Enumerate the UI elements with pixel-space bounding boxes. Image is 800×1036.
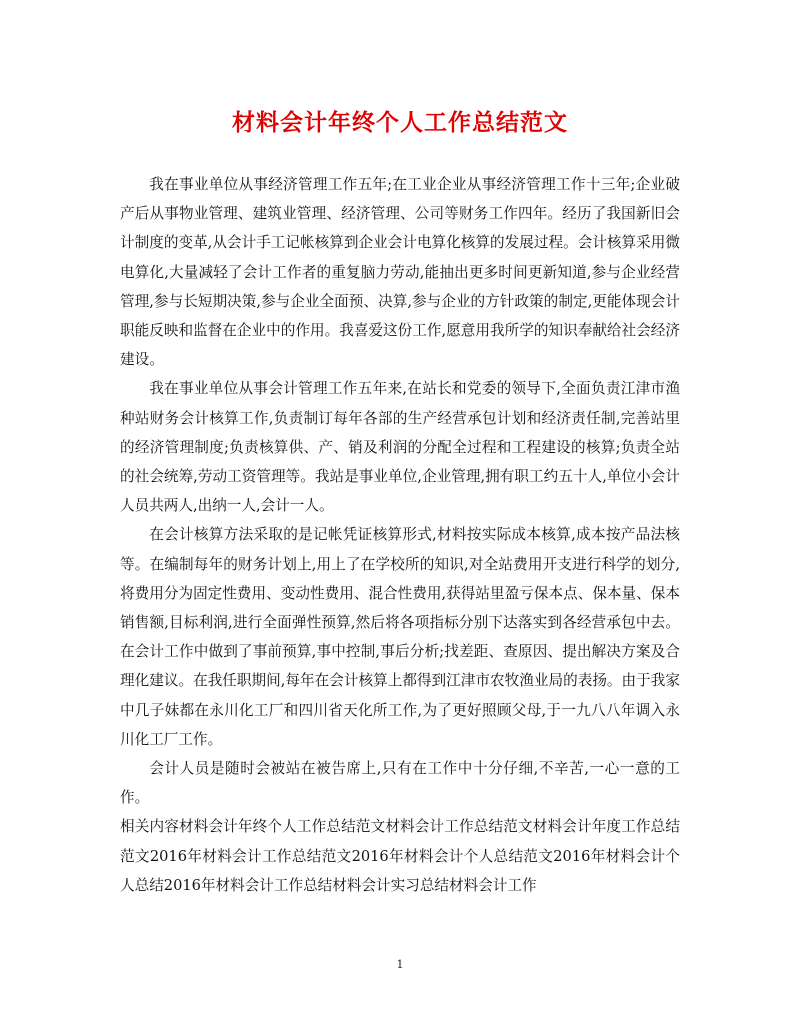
paragraph-2: 我在事业单位从事会计管理工作五年来,在站长和党委的领导下,全面负责江津市渔种站财务会计核算工作,负责制订每年各部的生产经营承包计划和经济责任制,完善站里的经济管理制度;负责核算供、产、销及利润的分配全过程和工程建设的核算;负责全站的社会统筹,劳动工资管理等。我站是事业单位,企业管理,拥有职工约五十人,单位小会计人员共两人,出纳一人,会计一人。: [120, 380, 680, 515]
document-body: [120, 170, 680, 900]
paragraph-4: 会计人员是随时会被站在被告席上,只有在工作中十分仔细,不辛苦,一心一意的工作。: [120, 760, 680, 807]
related-content: 相关内容材料会计年终个人工作总结范文材料会计工作总结范文材料会计年度工作总结范文2016年材料会计工作总结范文2016年材料会计个人总结范文2016年材料会计个人总结2016年材料会计工作总结材料会计实习总结材料会计工作: [120, 818, 680, 894]
paragraph-3: 在会计核算方法采取的是记帐凭证核算形式,材料按实际成本核算,成本按产品法核等。在编制每年的财务计划上,用上了在学校所的知识,对全站费用开支进行科学的划分,将费用分为固定性费用、变动性费用、混合性费用,获得站里盈亏保本点、保本量、保本销售额,目标利润,进行全面弹性预算,然后将各项指标分别下达落实到各经营承包中去。在会计工作中做到了事前预算,事中控制,事后分析;找差距、查原因、提出解决方案及合理化建议。在我任职期间,每年在会计核算上都得到江津市农牧渔业局的表扬。由于我家中几子妹都在永川化工厂和四川省天化所工作,为了更好照顾父母,于一九八八年调入永川化工厂工作。: [120, 526, 680, 748]
paragraph-1: 我在事业单位从事经济管理工作五年;在工业企业从事经济管理工作十三年;企业破产后从事物业管理、建筑业管理、经济管理、公司等财务工作四年。经历了我国新旧会计制度的变革,从会计手工记帐核算到企业会计电算化核算的发展过程。会计核算采用微电算化,大量减轻了会计工作者的重复脑力劳动,能抽出更多时间更新知道,参与企业经营管理,参与长短期决策,参与企业全面预、决算,参与企业的方针政策的制定,更能体现会计职能反映和监督在企业中的作用。我喜爱这份工作,愿意用我所学的知识奉献给社会经济建设。: [120, 176, 680, 369]
page-number: 1: [396, 958, 404, 971]
document-title: 材料会计年终个人工作总结范文: [232, 109, 568, 136]
